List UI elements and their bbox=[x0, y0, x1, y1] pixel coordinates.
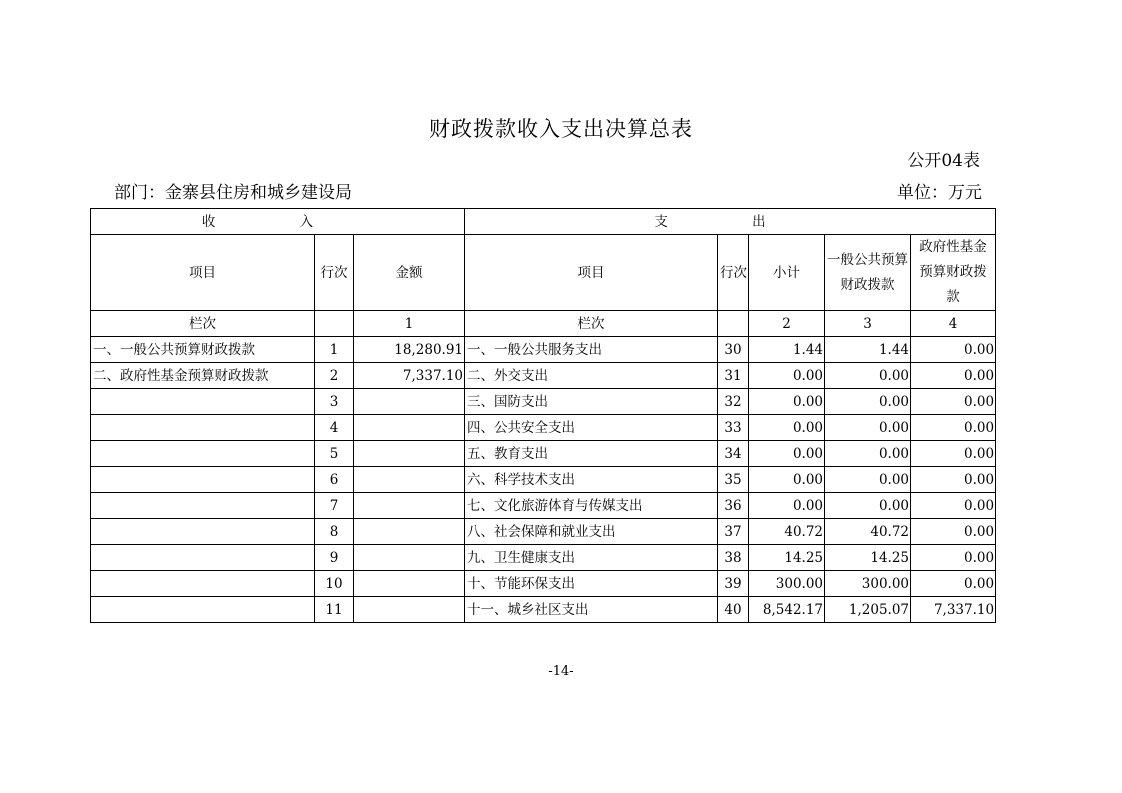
table-row bbox=[91, 571, 996, 597]
income-row-no: 4 bbox=[315, 415, 354, 441]
general-budget-value: 1.44 bbox=[825, 337, 911, 363]
general-budget-value: 40.72 bbox=[825, 519, 911, 545]
expense-row-no: 38 bbox=[718, 545, 749, 571]
subtotal-header: 小计 bbox=[749, 235, 825, 311]
col-index-4: 4 bbox=[911, 311, 996, 337]
general-budget-value: 0.00 bbox=[825, 415, 911, 441]
income-header: 收 入 bbox=[91, 209, 465, 235]
expense-item: 十一、城乡社区支出 bbox=[465, 597, 718, 623]
income-row-no: 5 bbox=[315, 441, 354, 467]
expense-row-no: 30 bbox=[718, 337, 749, 363]
income-amount bbox=[354, 545, 465, 571]
expense-item: 五、教育支出 bbox=[465, 441, 718, 467]
income-amount bbox=[354, 467, 465, 493]
expense-item: 七、文化旅游体育与传媒支出 bbox=[465, 493, 718, 519]
gov-fund-value: 7,337.10 bbox=[911, 597, 996, 623]
general-budget-header: 一般公共预算财政拨款 bbox=[825, 235, 911, 311]
income-row-no: 11 bbox=[315, 597, 354, 623]
income-item bbox=[91, 467, 315, 493]
income-item bbox=[91, 493, 315, 519]
general-budget-value: 0.00 bbox=[825, 389, 911, 415]
gov-fund-value: 0.00 bbox=[911, 467, 996, 493]
income-row-no-header: 行次 bbox=[315, 235, 354, 311]
form-number: 公开04表 bbox=[907, 151, 980, 171]
income-item bbox=[91, 545, 315, 571]
expense-item: 六、科学技术支出 bbox=[465, 467, 718, 493]
header-row-1 bbox=[91, 209, 996, 235]
gov-fund-value: 0.00 bbox=[911, 363, 996, 389]
income-item bbox=[91, 389, 315, 415]
table-row bbox=[91, 597, 996, 623]
expense-item: 八、社会保障和就业支出 bbox=[465, 519, 718, 545]
col-index-3: 3 bbox=[825, 311, 911, 337]
subtotal-value: 0.00 bbox=[749, 441, 825, 467]
gov-fund-value: 0.00 bbox=[911, 571, 996, 597]
column-index-row bbox=[91, 311, 996, 337]
income-amount: 7,337.10 bbox=[354, 363, 465, 389]
income-item: 一、一般公共预算财政拨款 bbox=[91, 337, 315, 363]
subtotal-value: 0.00 bbox=[749, 415, 825, 441]
subtotal-value: 0.00 bbox=[749, 389, 825, 415]
income-row-no: 6 bbox=[315, 467, 354, 493]
empty-cell bbox=[718, 311, 749, 337]
table-row bbox=[91, 467, 996, 493]
general-budget-value: 300.00 bbox=[825, 571, 911, 597]
unit-label: 单位：万元 bbox=[897, 183, 982, 203]
expense-item: 四、公共安全支出 bbox=[465, 415, 718, 441]
general-budget-value: 0.00 bbox=[825, 441, 911, 467]
gov-fund-header: 政府性基金预算财政拨款 bbox=[911, 235, 996, 311]
gov-fund-value: 0.00 bbox=[911, 441, 996, 467]
expense-row-no: 37 bbox=[718, 519, 749, 545]
income-amount bbox=[354, 415, 465, 441]
col-index-1: 1 bbox=[354, 311, 465, 337]
expense-row-no: 35 bbox=[718, 467, 749, 493]
income-item bbox=[91, 519, 315, 545]
subtotal-value: 1.44 bbox=[749, 337, 825, 363]
general-budget-value: 0.00 bbox=[825, 467, 911, 493]
income-row-no: 1 bbox=[315, 337, 354, 363]
income-item: 二、政府性基金预算财政拨款 bbox=[91, 363, 315, 389]
expense-row-no: 36 bbox=[718, 493, 749, 519]
header-row-2 bbox=[91, 235, 996, 311]
subtotal-value: 0.00 bbox=[749, 467, 825, 493]
empty-cell bbox=[315, 311, 354, 337]
expense-header: 支 出 bbox=[465, 209, 996, 235]
expense-item: 二、外交支出 bbox=[465, 363, 718, 389]
subtotal-value: 0.00 bbox=[749, 493, 825, 519]
subtotal-value: 14.25 bbox=[749, 545, 825, 571]
expense-row-no: 32 bbox=[718, 389, 749, 415]
gov-fund-value: 0.00 bbox=[911, 545, 996, 571]
expense-row-no: 34 bbox=[718, 441, 749, 467]
gov-fund-value: 0.00 bbox=[911, 493, 996, 519]
income-item-header: 项目 bbox=[91, 235, 315, 311]
gov-fund-value: 0.00 bbox=[911, 337, 996, 363]
expense-row-no-header: 行次 bbox=[718, 235, 749, 311]
table-row bbox=[91, 493, 996, 519]
expense-row-no: 33 bbox=[718, 415, 749, 441]
income-row-no: 7 bbox=[315, 493, 354, 519]
income-amount: 18,280.91 bbox=[354, 337, 465, 363]
expense-lanci: 栏次 bbox=[465, 311, 718, 337]
page-number: -14- bbox=[548, 664, 574, 679]
income-item bbox=[91, 597, 315, 623]
gov-fund-value: 0.00 bbox=[911, 389, 996, 415]
income-row-no: 3 bbox=[315, 389, 354, 415]
income-lanci: 栏次 bbox=[91, 311, 315, 337]
gov-fund-value: 0.00 bbox=[911, 519, 996, 545]
table-row bbox=[91, 519, 996, 545]
income-amount bbox=[354, 389, 465, 415]
general-budget-value: 1,205.07 bbox=[825, 597, 911, 623]
table-row bbox=[91, 415, 996, 441]
general-budget-value: 0.00 bbox=[825, 493, 911, 519]
fiscal-table bbox=[90, 208, 996, 623]
expense-row-no: 31 bbox=[718, 363, 749, 389]
income-amount bbox=[354, 597, 465, 623]
income-item bbox=[91, 441, 315, 467]
expense-item: 三、国防支出 bbox=[465, 389, 718, 415]
income-amount bbox=[354, 493, 465, 519]
expense-row-no: 39 bbox=[718, 571, 749, 597]
income-row-no: 10 bbox=[315, 571, 354, 597]
expense-item: 一、一般公共服务支出 bbox=[465, 337, 718, 363]
subtotal-value: 300.00 bbox=[749, 571, 825, 597]
subtotal-value: 8,542.17 bbox=[749, 597, 825, 623]
income-item bbox=[91, 571, 315, 597]
table-row bbox=[91, 363, 996, 389]
income-row-no: 9 bbox=[315, 545, 354, 571]
income-amount bbox=[354, 571, 465, 597]
income-amount bbox=[354, 519, 465, 545]
income-item bbox=[91, 415, 315, 441]
document-title: 财政拨款收入支出决算总表 bbox=[429, 117, 693, 141]
income-row-no: 2 bbox=[315, 363, 354, 389]
income-row-no: 8 bbox=[315, 519, 354, 545]
subtotal-value: 40.72 bbox=[749, 519, 825, 545]
subtotal-value: 0.00 bbox=[749, 363, 825, 389]
table-row bbox=[91, 389, 996, 415]
gov-fund-value: 0.00 bbox=[911, 415, 996, 441]
expense-item: 十、节能环保支出 bbox=[465, 571, 718, 597]
table-row bbox=[91, 545, 996, 571]
expense-row-no: 40 bbox=[718, 597, 749, 623]
department-label: 部门：金寨县住房和城乡建设局 bbox=[114, 183, 352, 203]
general-budget-value: 14.25 bbox=[825, 545, 911, 571]
expense-item: 九、卫生健康支出 bbox=[465, 545, 718, 571]
general-budget-value: 0.00 bbox=[825, 363, 911, 389]
table-row bbox=[91, 337, 996, 363]
income-amount bbox=[354, 441, 465, 467]
col-index-2: 2 bbox=[749, 311, 825, 337]
table-row bbox=[91, 441, 996, 467]
income-amount-header: 金额 bbox=[354, 235, 465, 311]
expense-item-header: 项目 bbox=[465, 235, 718, 311]
